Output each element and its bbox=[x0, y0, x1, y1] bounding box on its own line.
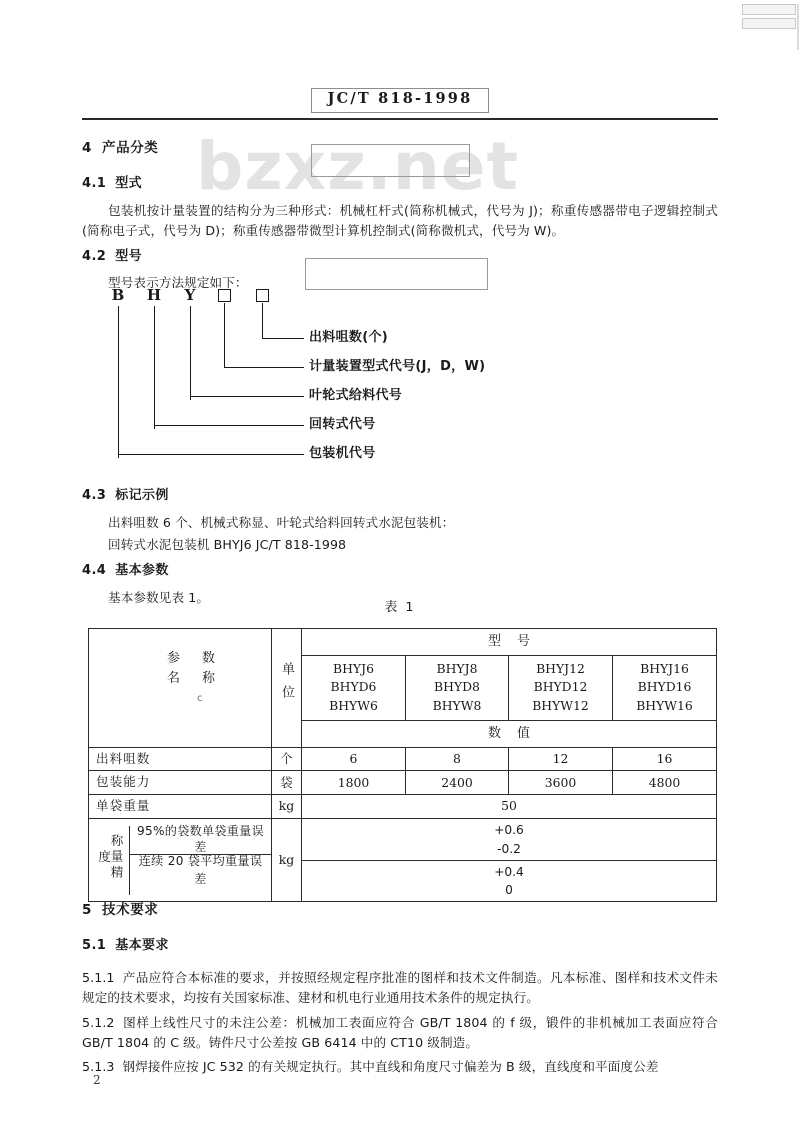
section-4-2-title: 型号 bbox=[115, 248, 143, 264]
precision-items-cell bbox=[130, 823, 272, 895]
table-row bbox=[89, 795, 717, 819]
diagram-letter-h: H bbox=[146, 286, 162, 304]
model-column-1 bbox=[302, 655, 406, 721]
cell-nozzle-count-1: 6 bbox=[302, 747, 406, 771]
cell-bag-weight-merged: 50 bbox=[302, 795, 717, 819]
cell-capacity-3: 3600 bbox=[509, 771, 613, 795]
section-4-4-title: 基本参数 bbox=[115, 563, 169, 579]
corner-name-label: 名称 bbox=[167, 671, 238, 686]
diagram-drop-y bbox=[190, 306, 191, 400]
model-d-1: BHYD6 bbox=[330, 679, 377, 695]
precision-label-text: 称量精度 bbox=[96, 834, 124, 882]
table-model-header: 型号 bbox=[302, 629, 717, 656]
section-5-1-heading bbox=[82, 938, 718, 954]
diagram-leader-metering bbox=[224, 367, 304, 368]
table-unit-header bbox=[272, 629, 302, 748]
diagram-drop-h bbox=[154, 306, 155, 429]
cell-capacity-4: 4800 bbox=[613, 771, 717, 795]
section-5-heading bbox=[82, 902, 718, 918]
section-5-1-1-body: 产品应符合本标准的要求，并按照经规定程序批准的图样和技术文件制造。凡本标准、图样和技术文件未规定的技术要求，均按有关国家标准、建材和机电行业通用技术条件的规定执行。 bbox=[82, 969, 718, 1006]
model-w-2: BHYW8 bbox=[432, 698, 482, 714]
diagram-label-metering-code: 计量装置型式代号(J，D，W) bbox=[309, 359, 486, 374]
diagram-label-rotary-code: 回转式代号 bbox=[309, 417, 376, 432]
section-5-1-2 bbox=[82, 1013, 718, 1054]
precision-group-cell bbox=[89, 819, 272, 902]
section-4-3-heading bbox=[82, 488, 718, 504]
section-4-2-heading bbox=[82, 249, 718, 265]
cell-nozzle-count-2: 8 bbox=[406, 747, 509, 771]
section-4-3-title: 标记示例 bbox=[115, 488, 169, 503]
table-row bbox=[89, 771, 717, 795]
diagram-letter-y: Y bbox=[184, 286, 196, 304]
section-4-3-line2: 回转式水泥包装机 BHYJ6 JC/T 818-1998 bbox=[108, 536, 347, 552]
page-number: 2 bbox=[93, 1073, 101, 1087]
diagram-box-metering bbox=[218, 289, 231, 302]
model-j-2: BHYJ8 bbox=[436, 660, 478, 676]
model-column-3 bbox=[509, 655, 613, 721]
header-rule bbox=[82, 118, 718, 120]
model-j-1: BHYJ6 bbox=[333, 660, 374, 676]
model-d-3: BHYD12 bbox=[533, 679, 588, 695]
cell-nozzle-count-4: 16 bbox=[613, 747, 717, 771]
section-4-4-number: 4.4 bbox=[82, 563, 107, 579]
model-j-4: BHYJ16 bbox=[640, 660, 689, 676]
section-4-number: 4 bbox=[82, 140, 92, 156]
section-4-1-title: 型式 bbox=[115, 176, 143, 192]
diagram-label-impeller-feed: 叶轮式给料代号 bbox=[309, 388, 403, 403]
section-4-4-body: 基本参数见表 1。 bbox=[108, 589, 210, 605]
model-w-4: BHYW16 bbox=[636, 698, 693, 714]
section-5-1-1-number: 5.1.1 bbox=[82, 969, 115, 985]
cell-capacity-2: 2400 bbox=[406, 771, 509, 795]
table-row bbox=[89, 747, 717, 771]
diagram-letter-b: B bbox=[111, 286, 125, 304]
diagram-drop-nozzle bbox=[262, 303, 263, 339]
model-w-3: BHYW12 bbox=[532, 698, 589, 714]
model-w-1: BHYW6 bbox=[329, 698, 378, 714]
row-unit-bag-weight: kg bbox=[272, 795, 302, 819]
unit-header-text: 单位 bbox=[279, 662, 294, 709]
watermark: bzxz.net bbox=[196, 128, 520, 205]
precision-value-1 bbox=[302, 819, 717, 861]
section-5-title: 技术要求 bbox=[102, 902, 159, 918]
row-unit-capacity: 袋 bbox=[272, 771, 302, 795]
section-5-1-1 bbox=[82, 968, 718, 1009]
table-header-row-model bbox=[89, 629, 717, 656]
precision-item-1-text: 95%的袋数单袋重量误差 bbox=[130, 826, 271, 855]
row-label-bag-weight: 单袋重量 bbox=[89, 795, 272, 819]
section-4-1-heading bbox=[82, 176, 718, 192]
section-5-1-title: 基本要求 bbox=[115, 938, 169, 954]
precision-item-2-text: 连续 20 袋平均重量误差 bbox=[138, 854, 263, 887]
standard-number: JC/T 818-1998 bbox=[327, 90, 473, 107]
model-d-4: BHYD16 bbox=[637, 679, 692, 695]
diagram-leader-impeller bbox=[190, 396, 304, 397]
section-5-1-3 bbox=[82, 1057, 718, 1077]
precision-unit: kg bbox=[272, 819, 302, 902]
section-4-2-number: 4.2 bbox=[82, 248, 107, 264]
precision-value-2 bbox=[302, 860, 717, 902]
section-5-1-3-number: 5.1.3 bbox=[82, 1059, 115, 1075]
diagram-box-nozzle-count bbox=[256, 289, 269, 302]
table-corner-cell bbox=[89, 629, 272, 748]
section-4-1-body: 包装机按计量装置的结构分为三种形式：机械杠杆式(简称机械式，代号为 J)；称重传感器带电子逻辑控制式(简称电子式，代号为 D)；称重传感器带微型计算机控制式(简称微机式，代号为 W)。 bbox=[82, 202, 718, 239]
model-d-2: BHYD8 bbox=[434, 679, 480, 695]
precision-upper-2: +0.4 bbox=[494, 864, 524, 879]
section-5-1-3-body: 钢焊接件应按 JC 532 的有关规定执行。其中直线和角度尺寸偏差为 B 级，直线度和平面度公差 bbox=[122, 1059, 659, 1075]
spec-table bbox=[88, 628, 717, 902]
scan-artifact-bars bbox=[742, 4, 796, 32]
diagram-label-nozzle-count: 出料咀数(个) bbox=[309, 330, 388, 345]
section-4-title: 产品分类 bbox=[102, 140, 159, 156]
diagram-drop-metering bbox=[224, 303, 225, 368]
section-4-1-number: 4.1 bbox=[82, 176, 107, 192]
section-4-heading bbox=[82, 140, 718, 156]
cell-capacity-1: 1800 bbox=[302, 771, 406, 795]
precision-label-cell bbox=[89, 826, 130, 895]
scan-bar bbox=[742, 18, 796, 29]
content-upper bbox=[82, 140, 718, 300]
diagram-leader-packer bbox=[118, 454, 304, 455]
section-4-4-heading bbox=[82, 563, 718, 579]
section-5-1-number: 5.1 bbox=[82, 938, 107, 954]
section-4-3-line1: 出料咀数 6 个、机械式称显、叶轮式给料回转式水泥包装机： bbox=[108, 514, 455, 530]
section-4-3-number: 4.3 bbox=[82, 488, 107, 503]
corner-artifact: c bbox=[197, 693, 203, 704]
model-column-2 bbox=[406, 655, 509, 721]
section-5-number: 5 bbox=[82, 902, 92, 918]
row-label-nozzle-count: 出料咀数 bbox=[89, 747, 272, 771]
precision-lower-1: -0.2 bbox=[497, 841, 521, 856]
cell-nozzle-count-3: 12 bbox=[509, 747, 613, 771]
scan-bar bbox=[742, 4, 796, 15]
row-label-capacity: 包装能力 bbox=[89, 771, 272, 795]
scan-edge bbox=[797, 4, 799, 50]
precision-lower-2: 0 bbox=[505, 883, 513, 898]
table-caption: 表 1 bbox=[384, 600, 416, 615]
section-5-1-2-body: 图样上线性尺寸的未注公差：机械加工表面应符合 GB/T 1804 的 f 级，锻件的非机械加工表面应符合 GB/T 1804 的 C 级。铸件尺寸公差按 GB 6414 中的 CT10 级制造。 bbox=[82, 1014, 718, 1050]
diagram-leader-rotary bbox=[154, 425, 304, 426]
diagram-drop-b bbox=[118, 306, 119, 458]
section-4-2-lead: 型号表示方法规定如下： bbox=[108, 275, 248, 291]
table-row bbox=[89, 819, 717, 861]
precision-upper-1: +0.6 bbox=[494, 823, 524, 838]
model-code-diagram bbox=[82, 286, 718, 476]
corner-param-label: 参数 bbox=[167, 651, 238, 666]
model-j-3: BHYJ12 bbox=[536, 660, 585, 676]
content-lower bbox=[82, 902, 718, 1084]
diagram-leader-nozzle bbox=[262, 338, 304, 339]
model-column-4 bbox=[613, 655, 717, 721]
diagram-label-packer-code: 包装机代号 bbox=[309, 446, 376, 461]
table-value-header: 数值 bbox=[302, 721, 717, 748]
row-unit-nozzle-count: 个 bbox=[272, 747, 302, 771]
section-5-1-2-number: 5.1.2 bbox=[82, 1014, 115, 1030]
